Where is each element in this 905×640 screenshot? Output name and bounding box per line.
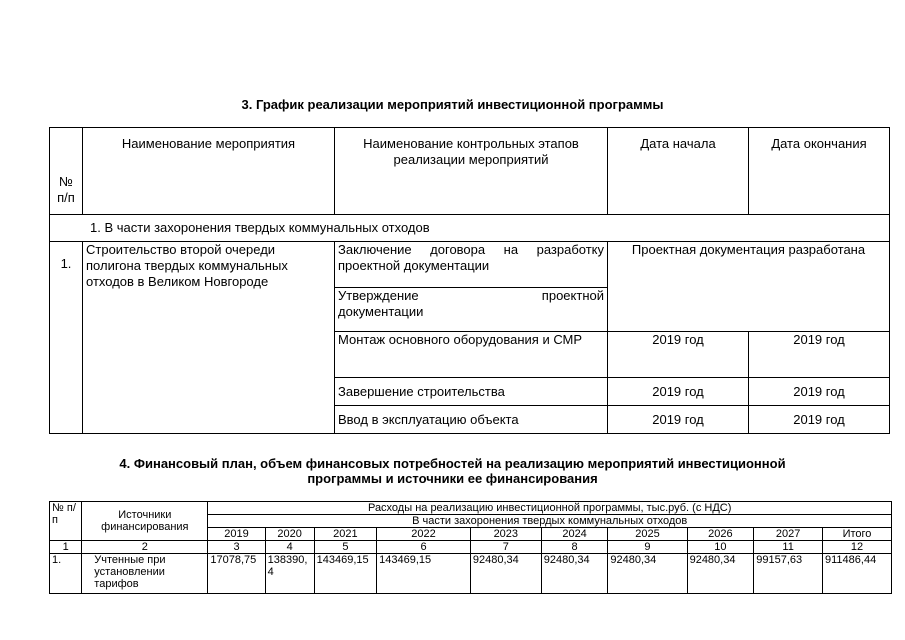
index-cell: 4 xyxy=(265,541,314,554)
stage-name-line1 xyxy=(338,288,604,304)
stage-name: Завершение строительства xyxy=(335,378,608,406)
stage-name: Монтаж основного оборудования и СМР xyxy=(335,332,608,378)
stage-start: 2019 год xyxy=(608,406,749,434)
value-cell: 143469,15 xyxy=(314,554,377,594)
header-end: Дата окончания xyxy=(749,128,890,215)
index-cell: 5 xyxy=(314,541,377,554)
group-row xyxy=(50,215,890,242)
header-stages: Наименование контрольных этапов реализации мероприятий xyxy=(335,128,608,215)
stage-start: 2019 год xyxy=(608,378,749,406)
index-cell: 2 xyxy=(82,541,208,554)
year-cell: 2025 xyxy=(608,528,687,541)
year-cell: 2026 xyxy=(687,528,754,541)
finance-header-source: Источники финансирования xyxy=(82,502,208,541)
item-name: Строительство второй очереди полигона твердых коммунальных отходов в Великом Новгороде xyxy=(83,242,335,434)
value-cell: 99157,63 xyxy=(754,554,823,594)
schedule-header-row xyxy=(50,128,890,215)
index-cell: 1 xyxy=(50,541,82,554)
value-cell: 92480,34 xyxy=(470,554,541,594)
index-cell: 8 xyxy=(541,541,608,554)
stage-name: Ввод в эксплуатацию объекта xyxy=(335,406,608,434)
stage-end: 2019 год xyxy=(749,378,890,406)
year-cell: 2023 xyxy=(470,528,541,541)
finance-data-row xyxy=(50,554,892,594)
year-cell: Итого xyxy=(823,528,892,541)
merged-status: Проектная документация разработана xyxy=(608,242,890,332)
row-num: 1. xyxy=(50,554,82,594)
group-label: 1. В части захоронения твердых коммунальных отходов xyxy=(50,215,890,242)
section3-title: 3. График реализации мероприятий инвестиционной программы xyxy=(241,97,664,112)
year-cell: 2022 xyxy=(377,528,471,541)
year-cell: 2021 xyxy=(314,528,377,541)
finance-table xyxy=(49,501,892,594)
stage-end: 2019 год xyxy=(749,406,890,434)
value-cell: 92480,34 xyxy=(608,554,687,594)
value-cell: 143469,15 xyxy=(377,554,471,594)
finance-header-expenses: Расходы на реализацию инвестиционной программы, тыс.руб. (с НДС) xyxy=(208,502,892,515)
year-cell: 2020 xyxy=(265,528,314,541)
finance-index-row xyxy=(50,541,892,554)
stage-row xyxy=(50,242,890,288)
stage-word: проектной xyxy=(541,288,604,303)
value-cell: 17078,75 xyxy=(208,554,265,594)
stage-start: 2019 год xyxy=(608,332,749,378)
header-num: № п/п xyxy=(50,128,83,215)
section4-title-line1: 4. Финансовый план, объем финансовых потребностей на реализацию мероприятий инвестиционной xyxy=(119,456,786,471)
finance-header-subgroup: В части захоронения твердых коммунальных отходов xyxy=(208,515,892,528)
value-cell: 911486,44 xyxy=(823,554,892,594)
stage-word: Утверждение xyxy=(338,288,419,303)
section4-title-line2: программы и источники ее финансирования xyxy=(307,471,598,486)
year-cell: 2019 xyxy=(208,528,265,541)
finance-header-num: № п/п xyxy=(50,502,82,541)
value-cell: 92480,34 xyxy=(541,554,608,594)
year-cell: 2024 xyxy=(541,528,608,541)
value-cell: 92480,34 xyxy=(687,554,754,594)
item-num: 1. xyxy=(50,242,83,434)
header-event: Наименование мероприятия xyxy=(83,128,335,215)
index-cell: 10 xyxy=(687,541,754,554)
stage-end: 2019 год xyxy=(749,332,890,378)
schedule-table xyxy=(49,127,890,434)
stage-name: Заключение договора на разработку проектной документации xyxy=(335,242,608,288)
index-cell: 11 xyxy=(754,541,823,554)
stage-name xyxy=(335,288,608,332)
year-cell: 2027 xyxy=(754,528,823,541)
header-start: Дата начала xyxy=(608,128,749,215)
stage-name-line2: документации xyxy=(338,304,424,319)
index-cell: 9 xyxy=(608,541,687,554)
value-cell: 138390,4 xyxy=(265,554,314,594)
index-cell: 3 xyxy=(208,541,265,554)
index-cell: 6 xyxy=(377,541,471,554)
index-cell: 7 xyxy=(470,541,541,554)
row-source: Учтенные при установлении тарифов xyxy=(82,554,208,594)
index-cell: 12 xyxy=(823,541,892,554)
finance-header-row xyxy=(50,502,892,515)
